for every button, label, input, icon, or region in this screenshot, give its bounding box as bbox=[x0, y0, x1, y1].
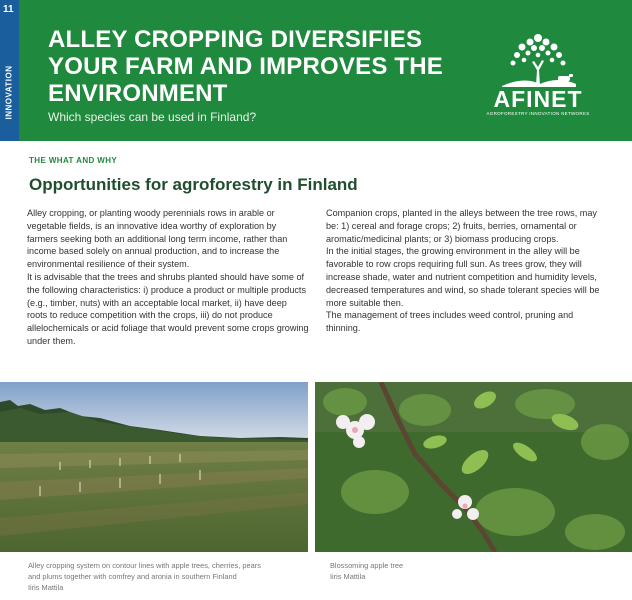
right-paragraph-1: Companion crops, planted in the alleys between the tree rows, may be: 1) cereal and forage crops; 2) fruits, berries, ornamental or aromatic/medicinal plants; or 3) biomass producing crops. bbox=[326, 208, 597, 244]
apple-blossom-photo bbox=[315, 382, 632, 552]
left-paragraph-1: Alley cropping, or planting woody perennials rows in arable or vegetable fields, is an innovative idea worthy of exploration by farmers seeking both an additional long term income, rather than income based solely on annual production, and to increase the environmental resilience of their system. bbox=[27, 208, 288, 270]
page-number: 11 bbox=[3, 4, 14, 15]
right-photo-caption bbox=[330, 560, 530, 582]
left-column bbox=[27, 207, 309, 348]
logo-tagline: AGROFORESTRY INNOVATION NETWORKS bbox=[486, 111, 590, 116]
section-heading: Opportunities for agroforestry in Finland bbox=[29, 175, 358, 194]
right-column bbox=[326, 207, 608, 335]
left-caption-credit: Iiris Mattila bbox=[28, 583, 64, 593]
right-paragraph-2: In the initial stages, the growing environment in the alley will be favorable to row crops requiring full sun. As trees grow, they will increase shade, water and nutrient competition and humidity levels, decreased temperatures and wind, so shade tolerant species will be more suitable then. bbox=[326, 246, 600, 308]
right-paragraph-3: The management of trees includes weed control, pruning and thinning. bbox=[326, 310, 574, 334]
right-caption-line-1: Blossoming apple tree bbox=[330, 561, 404, 570]
left-paragraph-2: It is advisable that the trees and shrubs planted should have some of the following characteristics: i) produce a product or multiple products (e.g., timber, nuts) with an acceptable local market, ii) have deep roots to reduce competition with the crops, iii) do not produce allelochemicals or acid foliage that would prevent some crops growing under them. bbox=[27, 271, 309, 346]
page-title: ALLEY CROPPING DIVERSIFIES YOUR FARM AND IMPROVES THE ENVIRONMENT bbox=[48, 26, 444, 107]
logo-wordmark: AFINET bbox=[493, 86, 583, 112]
side-label: INNOVATION bbox=[4, 65, 14, 120]
left-photo-caption bbox=[28, 560, 308, 594]
alley-cropping-photo bbox=[0, 382, 308, 552]
page-subtitle: Which species can be used in Finland? bbox=[48, 110, 257, 124]
side-strip bbox=[0, 0, 19, 141]
section-label: THE WHAT AND WHY bbox=[29, 156, 118, 165]
right-caption-credit: Iiris Mattila bbox=[330, 572, 366, 582]
left-caption-line-2: and plums together with comfrey and aronia in southern Finland bbox=[28, 572, 237, 582]
left-caption-line-1: Alley cropping system on contour lines with apple trees, cherries, pears bbox=[28, 561, 261, 570]
